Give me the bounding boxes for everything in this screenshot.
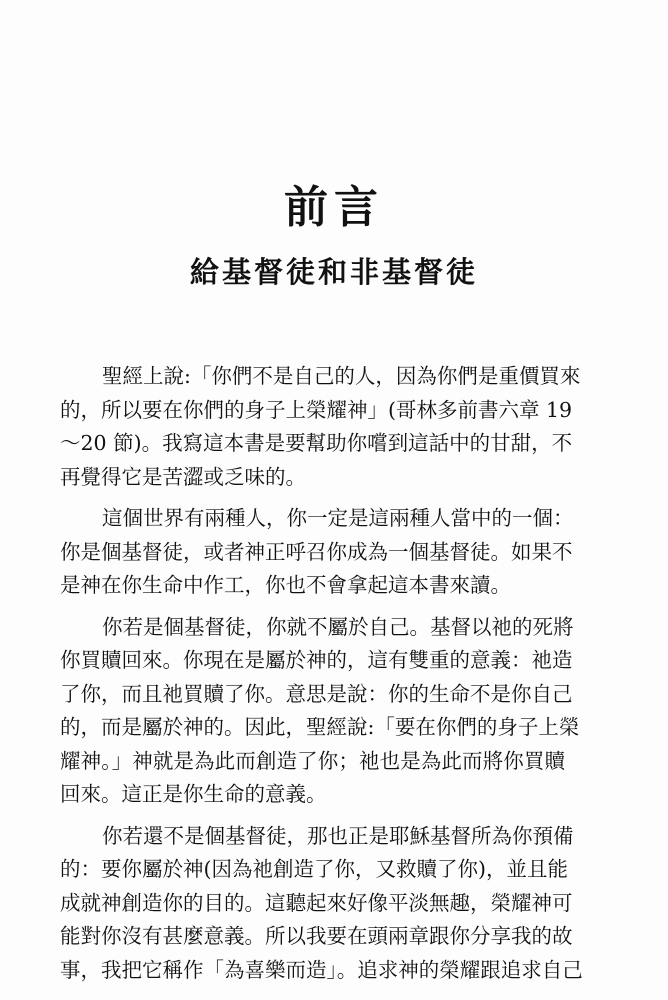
page-title: 前言	[284, 182, 384, 233]
text-line: 你是個基督徒，或者神正呼召你成為一個基督徒。如果不	[60, 539, 573, 564]
paragraph	[60, 502, 574, 603]
text-line: 了你，而且祂買贖了你。意思是說：你的生命不是你自己	[60, 681, 573, 706]
paragraph	[60, 360, 581, 494]
paragraph	[60, 611, 580, 812]
page-subtitle: 給基督徒和非基督徒	[189, 255, 478, 289]
text-line: 事，我把它稱作「為喜樂而造」。追求神的榮耀跟追求自己	[60, 957, 583, 982]
text-line: 聖經上說:「你們不是自己的人，因為你們是重價買來	[102, 364, 581, 388]
text-line: ～20 節)。我寫這本書是要幫助你嚐到這話中的甘甜，不	[60, 431, 573, 455]
text-line: 的，所以要在你們的身子上榮耀神」(哥林多前書六章 19	[60, 397, 573, 422]
text-line: 的：要你屬於神(因為祂創造了你，又救贖了你)，並且能	[60, 857, 568, 881]
text-line: 再覺得它是苦澀或乏味的。	[60, 464, 306, 489]
text-line: 是神在你生命中作工，你也不會拿起這本書來讀。	[60, 573, 511, 597]
paragraph-gap	[60, 812, 565, 820]
text-line: 你若是個基督徒，你就不屬於自己。基督以祂的死將	[102, 614, 574, 639]
paragraph	[60, 820, 583, 988]
text-line: 你買贖回來。你現在是屬於神的，這有雙重的意義：祂造	[60, 648, 573, 672]
paragraph-gap	[60, 603, 565, 611]
text-line: 成就神創造你的目的。這聽起來好像平淡無趣，榮耀神可	[60, 890, 573, 915]
text-line: 耀神。」神就是為此而創造了你；祂也是為此而將你買贖	[60, 748, 565, 773]
paragraph-gap	[60, 494, 565, 502]
text-line: 回來。這正是你生命的意義。	[60, 782, 327, 806]
text-line: 你若還不是個基督徒，那也正是耶穌基督所為你預備	[102, 823, 574, 848]
text-line: 這個世界有兩種人，你一定是這兩種人當中的一個：	[102, 506, 574, 530]
text-line: 的，而是屬於神的。因此，聖經說:「要在你們的身子上榮	[60, 715, 580, 739]
body-text	[60, 360, 583, 987]
text-line: 能對你沒有甚麼意義。所以我要在頭兩章跟你分享我的故	[60, 924, 573, 948]
